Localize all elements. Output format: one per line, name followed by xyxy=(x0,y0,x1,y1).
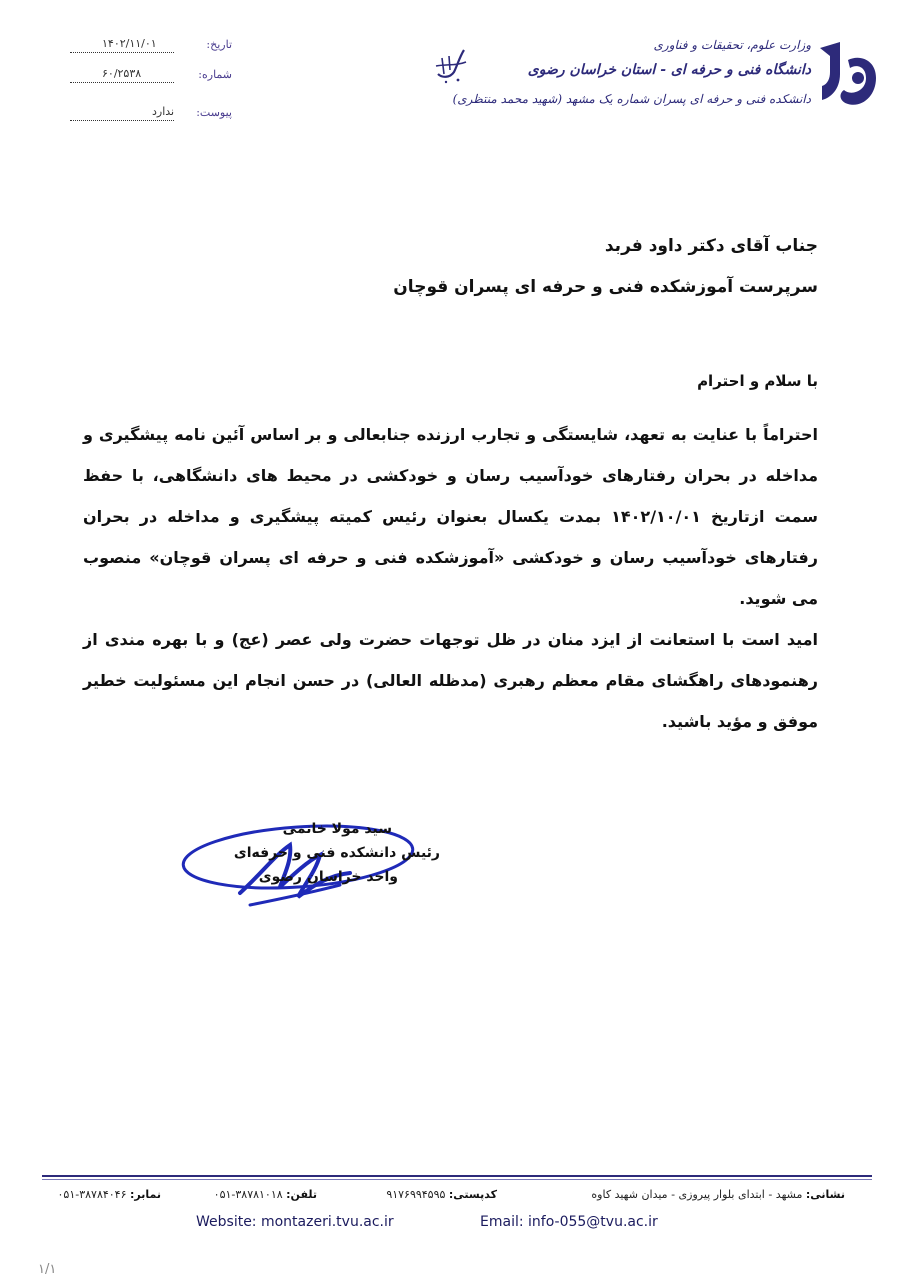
org-ministry: وزارت علوم، تحقیقات و فناوری xyxy=(653,38,811,52)
footer-fax xyxy=(58,1188,162,1201)
phone-label: تلفن: xyxy=(286,1188,317,1201)
attachment-label: پیوست: xyxy=(196,106,232,119)
number-field xyxy=(62,68,232,88)
footer-phone xyxy=(214,1188,317,1201)
body-paragraph-1: احتراماً با عنایت به تعهد، شایستگی و تجارب ارزنده جنابعالی و بر اساس آئین نامه پیشگیری و مداخله در بحران رفتارهای خودآسیب رسان و خودکشی در محیط های دانشگاهی، با حفظ سمت ازتاریخ ۱۴۰۲/۱۰/۰۱ بمدت یکسال بعنوان رئیس کمیته پیشگیری و مداخله در بحران رفتارهای خودآسیب رسان و خودکشی «آموزشکده فنی و حرفه ای پسران قوچان» منصوب می شوید. xyxy=(83,425,818,608)
number-label: شماره: xyxy=(198,68,232,81)
signatory-title: رئیس دانشکده فنی و حرفه‌ای xyxy=(233,845,440,861)
footer-email[interactable]: Email: info-055@tvu.ac.ir xyxy=(480,1214,658,1230)
date-field xyxy=(62,38,232,58)
attachment-value: ندارد xyxy=(152,105,175,118)
org-college: دانشکده فنی و حرفه ای پسران شماره یک مشهد (شهید محمد منتظری) xyxy=(452,92,811,106)
phone-number: ۳۸۷۸۱۰۱۸-۰۵۱ xyxy=(213,1188,283,1201)
body-paragraph-2: امید است با استعانت از ایزد منان در ظل توجهات حضرت ولی عصر (عج) و با بهره مندی از رهنمودهای راهگشای مقام معظم رهبری (مدظله العالی) در حسن انجام این مسئولیت خطیر موفق و مؤید باشید. xyxy=(83,630,818,731)
footer-postal xyxy=(386,1188,497,1201)
bismillah-calligraphy xyxy=(432,44,472,86)
number-dotted-line xyxy=(70,82,174,83)
org-university: دانشگاه فنی و حرفه ای - استان خراسان رضوی xyxy=(527,62,811,78)
addressee-name: جناب آقای دکتر داود فربد xyxy=(604,236,818,256)
footer-rule-thin xyxy=(42,1179,872,1180)
footer-address xyxy=(591,1188,845,1201)
attachment-dotted-line xyxy=(70,120,174,121)
postal-code: ۹۱۷۶۹۹۴۵۹۵ xyxy=(386,1188,446,1201)
addressee-title: سرپرست آموزشکده فنی و حرفه ای پسران قوچان xyxy=(393,277,818,297)
fax-label: نمابر: xyxy=(129,1188,161,1201)
greeting: با سلام و احترام xyxy=(697,372,818,390)
date-dotted-line xyxy=(70,52,174,53)
date-label: تاریخ: xyxy=(206,38,232,51)
date-value: ۱۴۰۲/۱۱/۰۱ xyxy=(102,37,157,50)
page-number: ۱/۱ xyxy=(38,1262,57,1277)
footer-website[interactable]: Website: montazeri.tvu.ac.ir xyxy=(196,1214,394,1230)
fax-number: ۳۸۷۸۴۰۴۶-۰۵۱ xyxy=(57,1188,127,1201)
address-label: نشانی: xyxy=(805,1188,845,1201)
university-logo xyxy=(810,38,882,118)
number-value: ۶۰/۲۵۳۸ xyxy=(102,67,142,80)
signature-block xyxy=(180,815,440,915)
signatory-unit: واحد خراسان رضوی xyxy=(258,869,398,885)
address-text: مشهد - ابتدای بلوار پیروزی - میدان شهید کاوه xyxy=(591,1188,803,1201)
footer-rule xyxy=(42,1175,872,1177)
signatory-name: سید مولا خانمی xyxy=(282,821,392,837)
attachment-field xyxy=(62,106,232,126)
postal-label: کدپستی: xyxy=(448,1188,497,1201)
